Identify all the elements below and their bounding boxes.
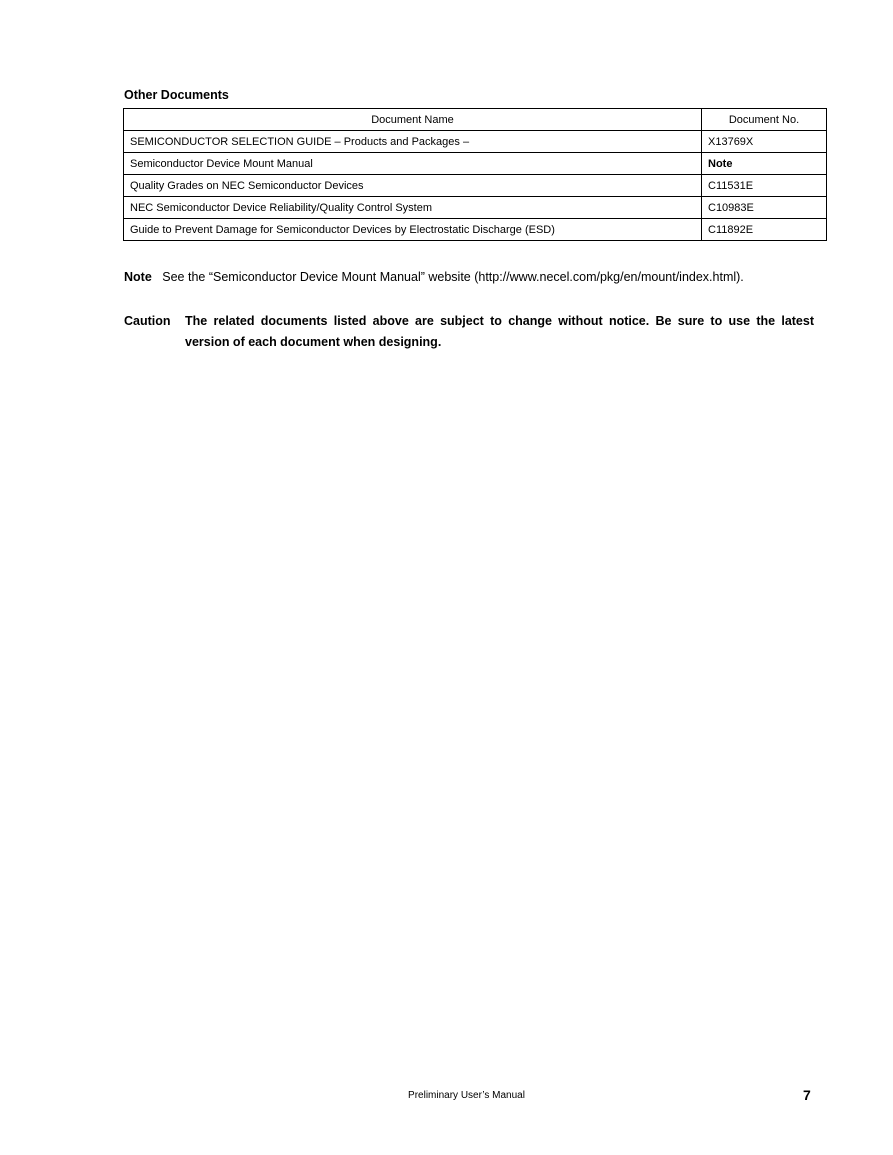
column-header-document-no: Document No. [702,109,827,131]
page-number: 7 [803,1087,811,1103]
footer-title: Preliminary User’s Manual [408,1090,525,1101]
table-row [124,197,827,219]
document-name-cell: Guide to Prevent Damage for Semiconductor Devices by Electrostatic Discharge (ESD) [124,219,702,241]
document-number-cell: X13769X [702,131,827,153]
document-number-cell: Note [702,153,827,175]
column-header-document-name: Document Name [124,109,702,131]
note-paragraph [124,270,744,284]
documents-table [123,108,827,241]
table-row [124,219,827,241]
document-name-cell: Quality Grades on NEC Semiconductor Devices [124,175,702,197]
caution-paragraph [124,311,814,353]
section-title: Other Documents [124,88,229,102]
note-label: Note [124,270,152,284]
table-header-row [124,109,827,131]
document-number-cell: C11531E [702,175,827,197]
caution-text: The related documents listed above are subject to change without notice. Be sure to use the latest version of each document when designing. [185,314,814,349]
document-name-cell: Semiconductor Device Mount Manual [124,153,702,175]
caution-label: Caution [124,314,171,328]
document-name-cell: SEMICONDUCTOR SELECTION GUIDE – Products and Packages – [124,131,702,153]
document-name-cell: NEC Semiconductor Device Reliability/Quality Control System [124,197,702,219]
note-text: See the “Semiconductor Device Mount Manual” website (http://www.necel.com/pkg/en/mount/index.html). [162,270,744,284]
document-number-cell: C11892E [702,219,827,241]
table-row [124,131,827,153]
table-row [124,175,827,197]
table-row [124,153,827,175]
document-number-cell: C10983E [702,197,827,219]
